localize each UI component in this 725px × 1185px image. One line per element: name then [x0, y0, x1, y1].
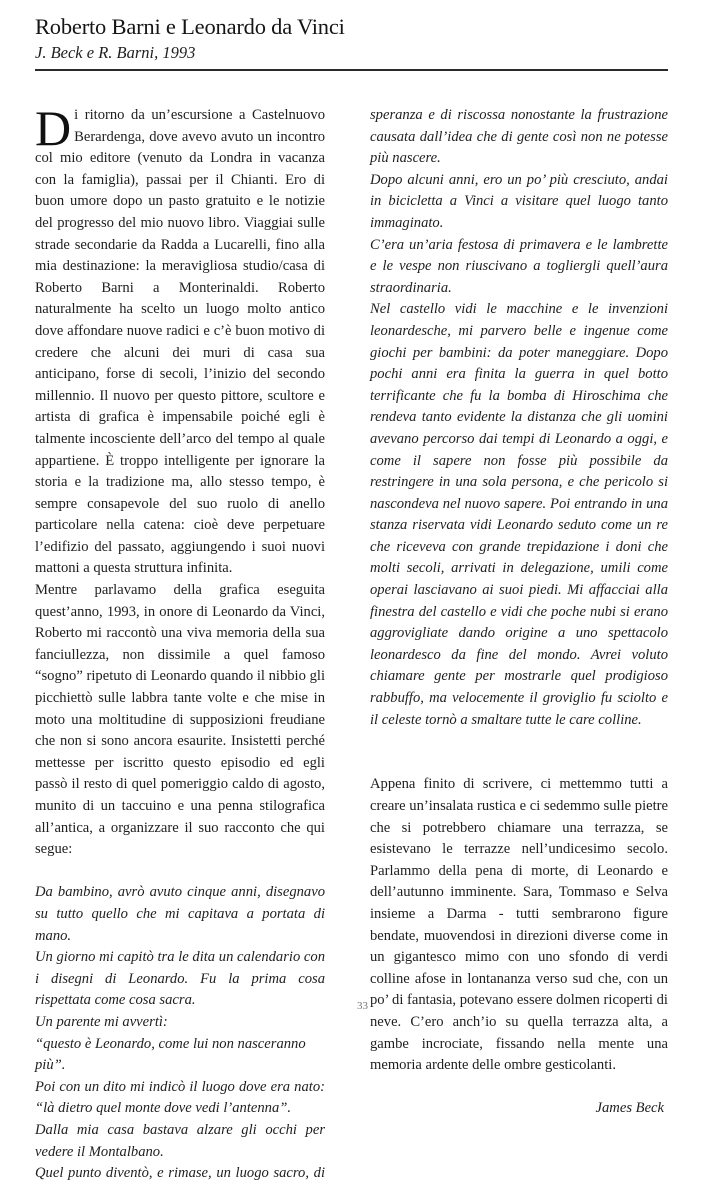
left-column	[35, 100, 325, 1185]
story-line: Un giorno mi capitò tra le dita un calendario con i disegni di Leonardo. Fu la prima cosa rispettata come cosa sacra.	[35, 949, 325, 1009]
section-spacer	[370, 753, 668, 775]
page-number: 33	[357, 1000, 368, 1012]
author-signature: James Beck	[595, 1099, 664, 1116]
story-line: Poi con un dito mi indicò il luogo dove era nato: “là dietro quel monte dove vedi l’antenna”.	[35, 1078, 325, 1117]
article-header	[35, 14, 668, 64]
story-line: Nel castello vidi le macchine e le invenzioni leonardesche, mi parvero belle e ingenue come giochi per bambini: da poter maneggiare. Dopo pochi anni era finita la guerra in quel botto terrificante che fu la bomba di Hiroschima che rendeva tanto evidente la distanza che gli uomini avevano percorso dai tempi di Leonardo a oggi, e come il sapere non fosse più possibile da restringere in una sola persona, e che pericolo si nascondeva nel nuovo sapere. Poi entrando in una stanza riservata vidi Leonardo seduto come un re che riceveva con grande trepidazione i doni che molti secoli, arrivati in delegazione, umili come operai lasciavano ai suoi piedi. Mi affacciai alla finestra del castello e vidi che poche nubi si erano aggrovigliate dando origine a uno spettacolo leonardesco da fine del mondo. Avrei voluto chiamare gente per mostrarle quel prodigioso rabbuffo, ma velocemente il groviglio fu sciolto e il celeste tornò a smaltare tutte le care colline.	[370, 301, 668, 728]
intro-paragraph-2: Mentre parlavamo della grafica eseguita quest’anno, 1993, in onore di Leonardo da Vinci, Roberto mi raccontò una viva memoria della sua fanciullezza, non dissimile a quel famoso “sogno” ripetuto di Leonardo quando il nibbio gli picchiettò sulle labbra tante volte e che mise in moto una moltitudine di supposizioni freudiane che non si sono ancora esaurite. Insistetti perché mettesse per iscritto questo episodio ed egli passò il resto di quel pomeriggio caldo di agosto, munito di un taccuino e una penna stilografica all’antica, a organizzare il suo racconto che qui segue:	[35, 582, 325, 858]
story-line: Quel punto diventò, e rimase, un luogo sacro, di	[35, 1165, 325, 1182]
story-line: Un parente mi avvertì:	[35, 1013, 168, 1030]
story-line: Da bambino, avrò avuto cinque anni, disegnavo su tutto quello che mi capitava a portata di mano.	[35, 884, 325, 944]
story-line: “questo è Leonardo, come lui non nasceranno più”.	[35, 1035, 306, 1074]
closing-paragraph: Appena finito di scrivere, ci mettemmo tutti a creare un’insalata rustica e ci sedemmo sulle pietre che si potrebbero chiamare una terrazza, se esistevano le terrazze nell’undicesimo secolo. Parlammo della pena di morte, di Leonardo e dell’autunno imminente. Sara, Tommaso e Selva insieme a Darma - tutti sembrarono figure bendate, muovendosi in direzioni diverse come in un gigantesco mimo con uno sfondo di verdi colline afose in lontananza verso sud che, con un po’ di fantasia, potevano essere dolmen ricoperti di neve. C’ero anch’io su quella terrazza alta, a gambe incrociate, fissando nella mente una memoria ardente delle ombre gesticolanti.	[370, 776, 668, 1074]
intro-paragraph-1	[35, 100, 325, 580]
story-line: C’era un’aria festosa di primavera e le lambrette e le vespe non riuscivano a togliergli quell’aura straordinaria.	[370, 236, 668, 296]
drop-cap: D	[35, 100, 72, 156]
right-column	[370, 105, 668, 1119]
intro-paragraph-1-text: i ritorno da un’escursione a Castelnuovo Berardenga, dove avevo avuto un incontro col mio editore (venuto da Londra in vacanza con la famiglia), passai per il Chianti. Ero di buon umore dopo un pasto gratuito e le notizie del progresso del mio nuovo libro. Viaggiai sulle strade secondarie da Radda a Lucarelli, fino alla mia destinazione: la meravigliosa studio/casa di Roberto Barni a Monterinaldi. Roberto naturalmente ha scelto un luogo molto antico dove affondare nuove radici e c’è buon motivo di credere che alcuni dei muri di casa sua anticipano, forse di secoli, l’inizio del secondo millennio. Il nuovo per questo pittore, scultore e artista di grafica è impensabile poiché egli è talmente incosciente dell’arco del tempo al quale appartiene. È troppo intelligente per ignorare la storia e la tradizione ma, allo stesso tempo, è sempre consapevole del suo ruolo di anello particolare nella catena: cioè deve perpetuare l’edifizio del passato, aggiungendo i suoi nuovi mattoni a questa struttura infinita.	[35, 107, 325, 577]
story-line: Dalla mia casa bastava alzare gli occhi per vedere il Montalbano.	[35, 1121, 325, 1160]
article-byline: J. Beck e R. Barni, 1993	[35, 43, 196, 62]
section-spacer	[35, 861, 325, 883]
story-line: speranza e di riscossa nonostante la frustrazione causata dall’idea che di gente così non ne potesse più nascere.	[370, 107, 668, 167]
story-line: Dopo alcuni anni, ero un po’ più cresciuto, andai in bicicletta a Vinci a visitare quel luogo tanto immaginato.	[370, 171, 668, 231]
section-spacer	[370, 731, 668, 753]
article-title: Roberto Barni e Leonardo da Vinci	[35, 14, 345, 39]
header-divider	[35, 69, 668, 71]
